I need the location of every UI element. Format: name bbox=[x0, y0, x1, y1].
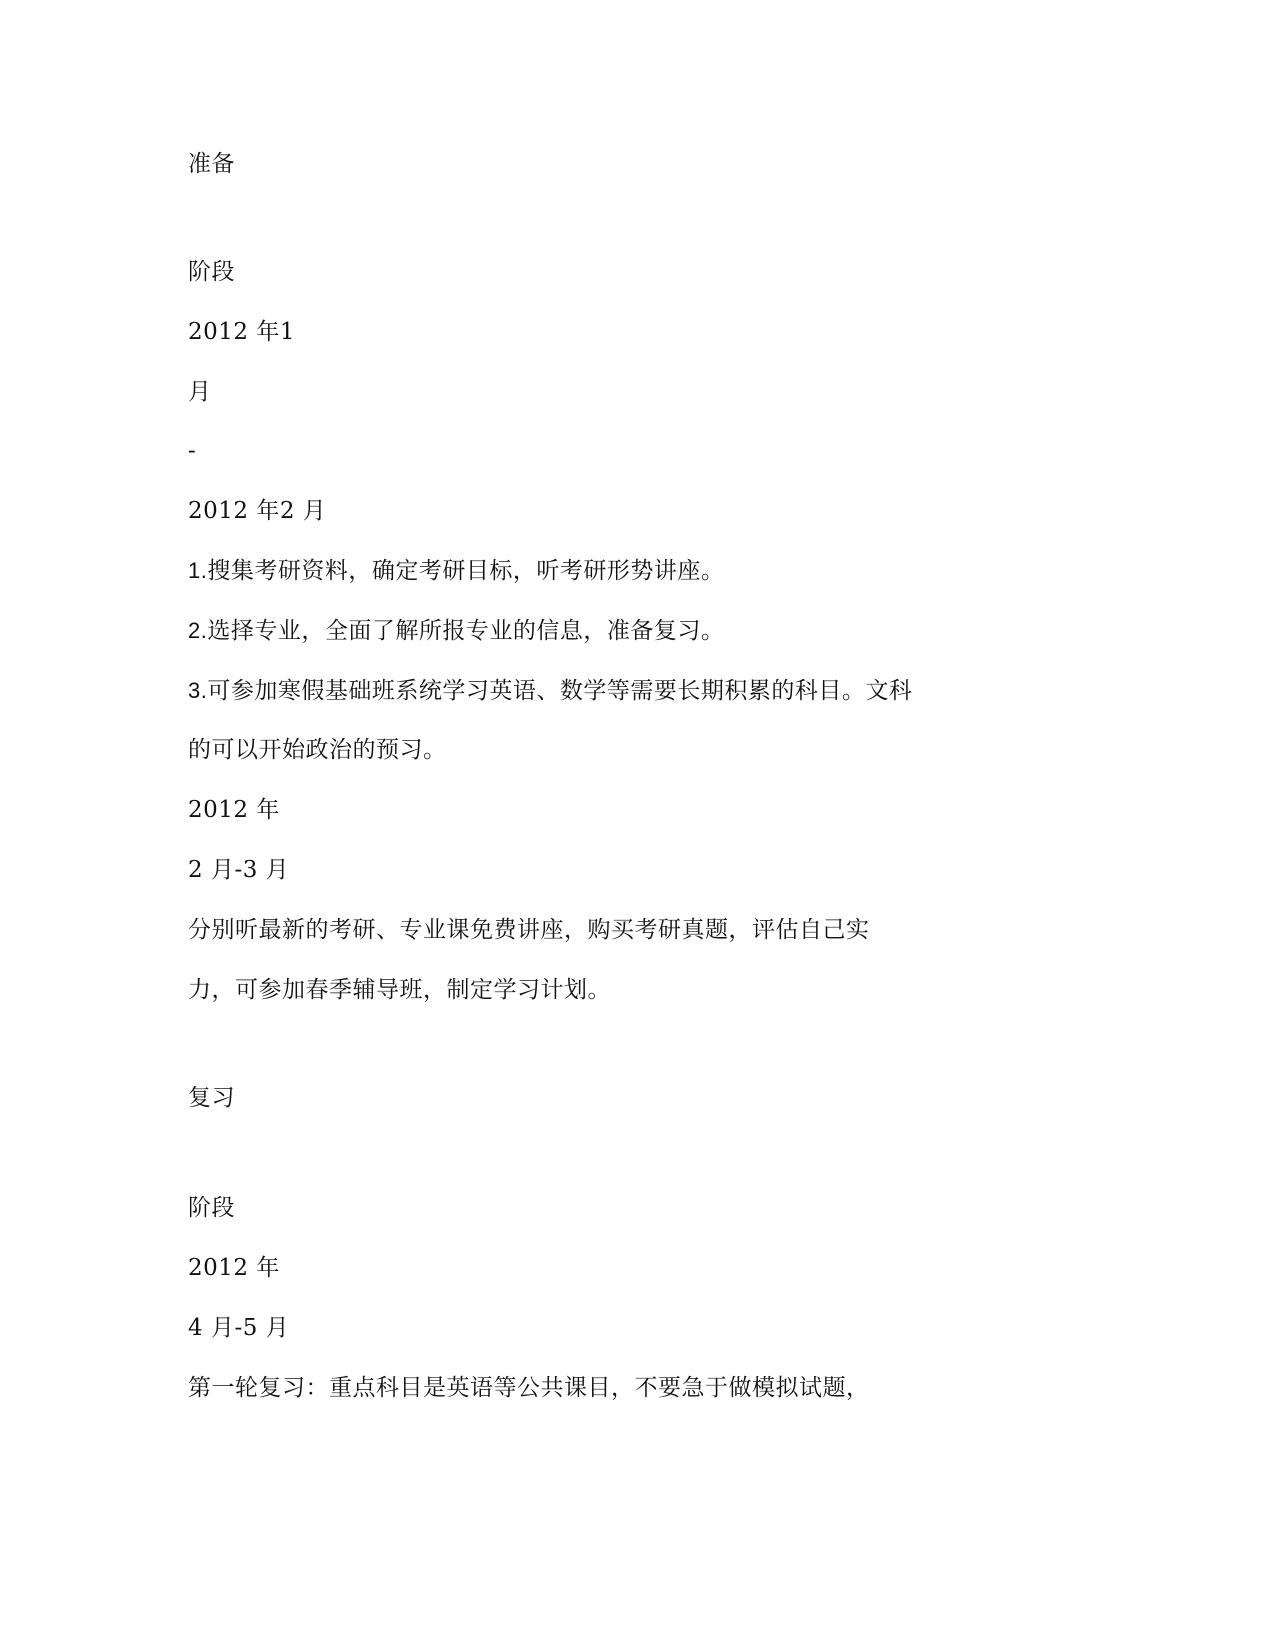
date-range-end: 2012 年2 月 bbox=[188, 498, 327, 524]
date-separator: - bbox=[188, 438, 197, 464]
task-number: 3. bbox=[188, 678, 208, 703]
stage-label-review: 复习 bbox=[188, 1085, 235, 1111]
date-range-start: 2012 年1 bbox=[188, 319, 295, 345]
date-months: 4 月-5 月 bbox=[188, 1315, 290, 1341]
task-item-3 bbox=[188, 676, 912, 706]
date-month: 月 bbox=[188, 379, 212, 405]
task-item-3-continued: 的可以开始政治的预习。 bbox=[188, 737, 447, 763]
stage-label-preparation: 准备 bbox=[188, 151, 235, 177]
date-months: 2 月-3 月 bbox=[188, 857, 290, 883]
date-year: 2012 年 bbox=[188, 1255, 280, 1281]
paragraph-line: 力，可参加春季辅导班，制定学习计划。 bbox=[188, 977, 611, 1003]
paragraph-line: 分别听最新的考研、专业课免费讲座，购买考研真题，评估自己实 bbox=[188, 917, 870, 943]
task-item-1 bbox=[188, 556, 724, 586]
task-text: 可参加寒假基础班系统学习英语、数学等需要长期积累的科目。文科 bbox=[207, 678, 913, 704]
stage-label-suffix: 阶段 bbox=[188, 1195, 235, 1221]
task-number: 2. bbox=[188, 618, 208, 643]
paragraph-line: 第一轮复习：重点科目是英语等公共课目，不要急于做模拟试题， bbox=[188, 1375, 870, 1401]
task-text: 搜集考研资料，确定考研目标，听考研形势讲座。 bbox=[207, 558, 725, 584]
task-number: 1. bbox=[188, 558, 208, 583]
task-text: 选择专业，全面了解所报专业的信息，准备复习。 bbox=[207, 618, 725, 644]
date-year: 2012 年 bbox=[188, 797, 280, 823]
stage-label-suffix: 阶段 bbox=[188, 259, 235, 285]
task-item-2 bbox=[188, 616, 724, 646]
